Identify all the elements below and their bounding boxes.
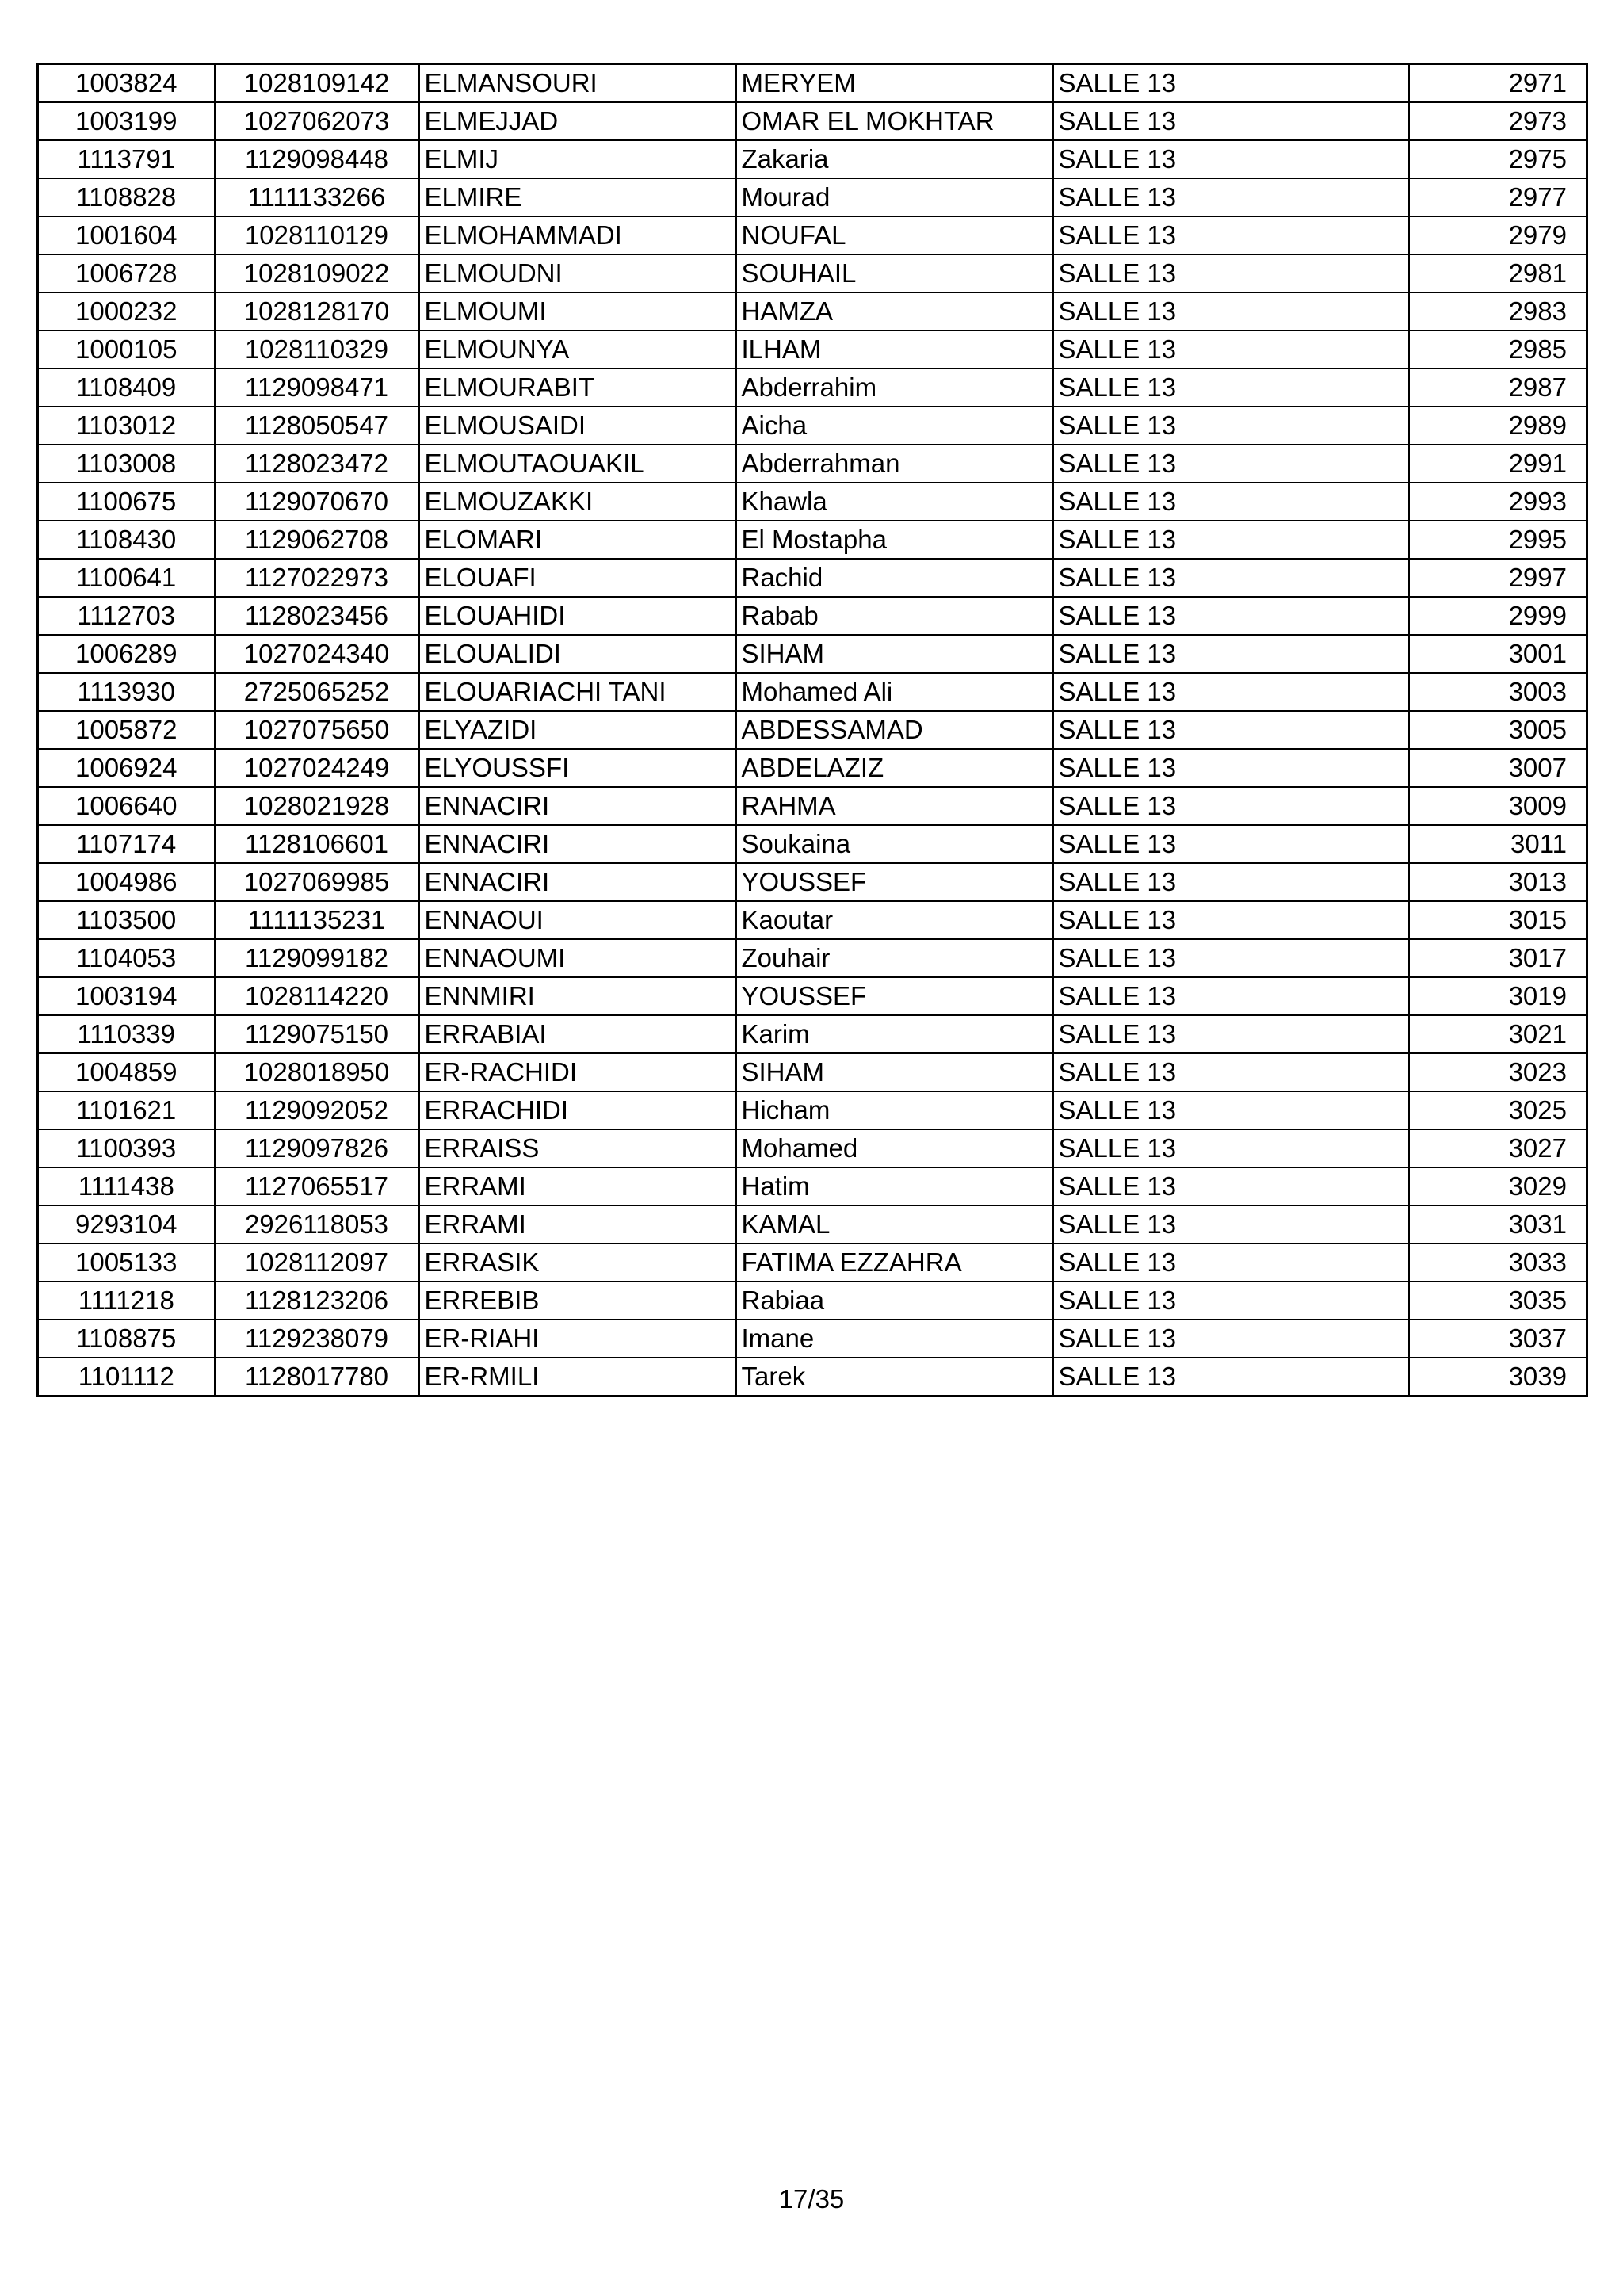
last-name-cell: ENNAOUMI xyxy=(419,939,736,977)
candidate-id-cell: 1111438 xyxy=(38,1167,215,1205)
candidate-id-cell: 1001604 xyxy=(38,216,215,254)
first-name-cell: Hatim xyxy=(736,1167,1053,1205)
last-name-cell: ELOUARIACHI TANI xyxy=(419,673,736,711)
table-row xyxy=(38,1091,1587,1129)
table-row xyxy=(38,1282,1587,1320)
first-name-cell: SIHAM xyxy=(736,1053,1053,1091)
last-name-cell: ER-RMILI xyxy=(419,1358,736,1396)
candidate-id-cell: 1006640 xyxy=(38,787,215,825)
seat-number-cell: 2995 xyxy=(1409,521,1587,559)
seat-number-cell: 3009 xyxy=(1409,787,1587,825)
room-cell: SALLE 13 xyxy=(1053,1320,1409,1358)
table-row xyxy=(38,445,1587,483)
table-row xyxy=(38,216,1587,254)
last-name-cell: ENNACIRI xyxy=(419,863,736,901)
room-cell: SALLE 13 xyxy=(1053,64,1409,103)
last-name-cell: ELMEJJAD xyxy=(419,102,736,140)
last-name-cell: ELOMARI xyxy=(419,521,736,559)
first-name-cell: Mohamed Ali xyxy=(736,673,1053,711)
candidate-id-cell: 1004986 xyxy=(38,863,215,901)
table-row xyxy=(38,787,1587,825)
first-name-cell: SIHAM xyxy=(736,635,1053,673)
seat-number-cell: 2979 xyxy=(1409,216,1587,254)
first-name-cell: Rachid xyxy=(736,559,1053,597)
room-cell: SALLE 13 xyxy=(1053,1167,1409,1205)
table-row xyxy=(38,1129,1587,1167)
room-cell: SALLE 13 xyxy=(1053,1358,1409,1396)
seat-number-cell: 3023 xyxy=(1409,1053,1587,1091)
room-cell: SALLE 13 xyxy=(1053,901,1409,939)
room-cell: SALLE 13 xyxy=(1053,635,1409,673)
last-name-cell: ELYAZIDI xyxy=(419,711,736,749)
table-row xyxy=(38,407,1587,445)
seat-number-cell: 2981 xyxy=(1409,254,1587,292)
table-row xyxy=(38,330,1587,369)
candidate-id-cell: 1006289 xyxy=(38,635,215,673)
last-name-cell: ELOUAFI xyxy=(419,559,736,597)
first-name-cell: Rabab xyxy=(736,597,1053,635)
room-cell: SALLE 13 xyxy=(1053,521,1409,559)
room-cell: SALLE 13 xyxy=(1053,559,1409,597)
candidate-code-cell: 1129097826 xyxy=(215,1129,419,1167)
candidate-id-cell: 1101112 xyxy=(38,1358,215,1396)
first-name-cell: SOUHAIL xyxy=(736,254,1053,292)
candidate-code-cell: 1128023456 xyxy=(215,597,419,635)
table-row xyxy=(38,749,1587,787)
candidate-code-cell: 1028112097 xyxy=(215,1244,419,1282)
last-name-cell: ENNMIRI xyxy=(419,977,736,1015)
table-row xyxy=(38,1053,1587,1091)
seat-number-cell: 3033 xyxy=(1409,1244,1587,1282)
first-name-cell: MERYEM xyxy=(736,64,1053,103)
candidate-code-cell: 1028110129 xyxy=(215,216,419,254)
candidate-code-cell: 1129098471 xyxy=(215,369,419,407)
room-cell: SALLE 13 xyxy=(1053,1091,1409,1129)
room-cell: SALLE 13 xyxy=(1053,216,1409,254)
seat-number-cell: 3019 xyxy=(1409,977,1587,1015)
first-name-cell: OMAR EL MOKHTAR xyxy=(736,102,1053,140)
seat-number-cell: 2997 xyxy=(1409,559,1587,597)
last-name-cell: ER-RACHIDI xyxy=(419,1053,736,1091)
room-cell: SALLE 13 xyxy=(1053,977,1409,1015)
seat-number-cell: 2991 xyxy=(1409,445,1587,483)
seat-number-cell: 2989 xyxy=(1409,407,1587,445)
last-name-cell: ELMOURABIT xyxy=(419,369,736,407)
last-name-cell: ERRASIK xyxy=(419,1244,736,1282)
table-row xyxy=(38,635,1587,673)
room-cell: SALLE 13 xyxy=(1053,140,1409,178)
table-row xyxy=(38,597,1587,635)
seat-number-cell: 3035 xyxy=(1409,1282,1587,1320)
candidate-id-cell: 1113930 xyxy=(38,673,215,711)
seat-number-cell: 3025 xyxy=(1409,1091,1587,1129)
seat-number-cell: 2985 xyxy=(1409,330,1587,369)
candidate-code-cell: 1129238079 xyxy=(215,1320,419,1358)
candidate-id-cell: 1108409 xyxy=(38,369,215,407)
candidate-code-cell: 1129075150 xyxy=(215,1015,419,1053)
candidate-code-cell: 2926118053 xyxy=(215,1205,419,1244)
first-name-cell: Karim xyxy=(736,1015,1053,1053)
last-name-cell: ELMOHAMMADI xyxy=(419,216,736,254)
candidate-code-cell: 1129062708 xyxy=(215,521,419,559)
candidate-code-cell: 1027024340 xyxy=(215,635,419,673)
first-name-cell: FATIMA EZZAHRA xyxy=(736,1244,1053,1282)
candidate-code-cell: 1129099182 xyxy=(215,939,419,977)
seat-number-cell: 3021 xyxy=(1409,1015,1587,1053)
room-cell: SALLE 13 xyxy=(1053,1053,1409,1091)
candidate-code-cell: 1128050547 xyxy=(215,407,419,445)
seat-number-cell: 3015 xyxy=(1409,901,1587,939)
last-name-cell: ENNAOUI xyxy=(419,901,736,939)
room-cell: SALLE 13 xyxy=(1053,597,1409,635)
first-name-cell: Zouhair xyxy=(736,939,1053,977)
room-cell: SALLE 13 xyxy=(1053,825,1409,863)
candidate-id-cell: 1003199 xyxy=(38,102,215,140)
seat-number-cell: 3007 xyxy=(1409,749,1587,787)
last-name-cell: ELYOUSSFI xyxy=(419,749,736,787)
first-name-cell: Soukaina xyxy=(736,825,1053,863)
candidate-id-cell: 9293104 xyxy=(38,1205,215,1244)
seat-number-cell: 2999 xyxy=(1409,597,1587,635)
candidate-id-cell: 1005133 xyxy=(38,1244,215,1282)
candidate-id-cell: 1101621 xyxy=(38,1091,215,1129)
last-name-cell: ELMANSOURI xyxy=(419,64,736,103)
candidate-code-cell: 1127065517 xyxy=(215,1167,419,1205)
room-cell: SALLE 13 xyxy=(1053,1205,1409,1244)
candidate-code-cell: 1128017780 xyxy=(215,1358,419,1396)
last-name-cell: ERREBIB xyxy=(419,1282,736,1320)
seat-number-cell: 3037 xyxy=(1409,1320,1587,1358)
first-name-cell: ILHAM xyxy=(736,330,1053,369)
candidate-code-cell: 1028114220 xyxy=(215,977,419,1015)
last-name-cell: ERRAMI xyxy=(419,1205,736,1244)
seat-number-cell: 2975 xyxy=(1409,140,1587,178)
room-cell: SALLE 13 xyxy=(1053,1244,1409,1282)
table-row xyxy=(38,825,1587,863)
candidate-code-cell: 1028018950 xyxy=(215,1053,419,1091)
candidate-id-cell: 1103012 xyxy=(38,407,215,445)
seat-number-cell: 3005 xyxy=(1409,711,1587,749)
candidate-code-cell: 1129092052 xyxy=(215,1091,419,1129)
last-name-cell: ELMOUNYA xyxy=(419,330,736,369)
seat-number-cell: 3003 xyxy=(1409,673,1587,711)
candidate-id-cell: 1103500 xyxy=(38,901,215,939)
seat-number-cell: 3017 xyxy=(1409,939,1587,977)
first-name-cell: Aicha xyxy=(736,407,1053,445)
candidate-code-cell: 1028110329 xyxy=(215,330,419,369)
table-row xyxy=(38,1358,1587,1396)
seat-number-cell: 3039 xyxy=(1409,1358,1587,1396)
candidate-id-cell: 1113791 xyxy=(38,140,215,178)
last-name-cell: ELMOUTAOUAKIL xyxy=(419,445,736,483)
seat-number-cell: 3029 xyxy=(1409,1167,1587,1205)
seat-number-cell: 3027 xyxy=(1409,1129,1587,1167)
room-cell: SALLE 13 xyxy=(1053,445,1409,483)
candidate-id-cell: 1110339 xyxy=(38,1015,215,1053)
candidate-table xyxy=(36,63,1588,1397)
first-name-cell: YOUSSEF xyxy=(736,863,1053,901)
first-name-cell: ABDELAZIZ xyxy=(736,749,1053,787)
table-row xyxy=(38,254,1587,292)
room-cell: SALLE 13 xyxy=(1053,1282,1409,1320)
table-row xyxy=(38,711,1587,749)
first-name-cell: Hicham xyxy=(736,1091,1053,1129)
seat-number-cell: 2987 xyxy=(1409,369,1587,407)
candidate-id-cell: 1112703 xyxy=(38,597,215,635)
first-name-cell: Mourad xyxy=(736,178,1053,216)
table-row xyxy=(38,863,1587,901)
candidate-id-cell: 1107174 xyxy=(38,825,215,863)
table-body xyxy=(38,64,1587,1396)
table-row xyxy=(38,64,1587,103)
last-name-cell: ELOUALIDI xyxy=(419,635,736,673)
table-row xyxy=(38,521,1587,559)
table-row xyxy=(38,1167,1587,1205)
last-name-cell: ELMIJ xyxy=(419,140,736,178)
candidate-code-cell: 1027069985 xyxy=(215,863,419,901)
candidate-code-cell: 1028021928 xyxy=(215,787,419,825)
table-row xyxy=(38,292,1587,330)
candidate-code-cell: 2725065252 xyxy=(215,673,419,711)
first-name-cell: KAMAL xyxy=(736,1205,1053,1244)
table-row xyxy=(38,1244,1587,1282)
room-cell: SALLE 13 xyxy=(1053,178,1409,216)
table-row xyxy=(38,369,1587,407)
candidate-code-cell: 1128106601 xyxy=(215,825,419,863)
room-cell: SALLE 13 xyxy=(1053,863,1409,901)
table-row xyxy=(38,1015,1587,1053)
seat-number-cell: 3001 xyxy=(1409,635,1587,673)
candidate-id-cell: 1003824 xyxy=(38,64,215,103)
first-name-cell: HAMZA xyxy=(736,292,1053,330)
last-name-cell: ER-RIAHI xyxy=(419,1320,736,1358)
candidate-code-cell: 1111135231 xyxy=(215,901,419,939)
candidate-id-cell: 1100675 xyxy=(38,483,215,521)
room-cell: SALLE 13 xyxy=(1053,673,1409,711)
candidate-id-cell: 1004859 xyxy=(38,1053,215,1091)
seat-number-cell: 3013 xyxy=(1409,863,1587,901)
candidate-code-cell: 1027024249 xyxy=(215,749,419,787)
candidate-id-cell: 1006728 xyxy=(38,254,215,292)
candidate-id-cell: 1006924 xyxy=(38,749,215,787)
candidate-code-cell: 1127022973 xyxy=(215,559,419,597)
last-name-cell: ERRAISS xyxy=(419,1129,736,1167)
candidate-id-cell: 1003194 xyxy=(38,977,215,1015)
candidate-id-cell: 1005872 xyxy=(38,711,215,749)
candidate-code-cell: 1111133266 xyxy=(215,178,419,216)
candidate-code-cell: 1129098448 xyxy=(215,140,419,178)
first-name-cell: El Mostapha xyxy=(736,521,1053,559)
candidate-id-cell: 1000105 xyxy=(38,330,215,369)
room-cell: SALLE 13 xyxy=(1053,254,1409,292)
room-cell: SALLE 13 xyxy=(1053,711,1409,749)
seat-number-cell: 2971 xyxy=(1409,64,1587,103)
first-name-cell: Rabiaa xyxy=(736,1282,1053,1320)
page-number: 17/35 xyxy=(778,2184,845,2214)
first-name-cell: Imane xyxy=(736,1320,1053,1358)
last-name-cell: ELOUAHIDI xyxy=(419,597,736,635)
table-row xyxy=(38,977,1587,1015)
candidate-id-cell: 1108875 xyxy=(38,1320,215,1358)
seat-number-cell: 3011 xyxy=(1409,825,1587,863)
last-name-cell: ELMOUZAKKI xyxy=(419,483,736,521)
candidate-id-cell: 1103008 xyxy=(38,445,215,483)
table-row xyxy=(38,483,1587,521)
candidate-code-cell: 1027075650 xyxy=(215,711,419,749)
candidate-id-cell: 1100641 xyxy=(38,559,215,597)
room-cell: SALLE 13 xyxy=(1053,102,1409,140)
candidate-code-cell: 1028109142 xyxy=(215,64,419,103)
first-name-cell: YOUSSEF xyxy=(736,977,1053,1015)
table-row xyxy=(38,559,1587,597)
table-row xyxy=(38,673,1587,711)
table-row xyxy=(38,939,1587,977)
last-name-cell: ERRABIAI xyxy=(419,1015,736,1053)
first-name-cell: ABDESSAMAD xyxy=(736,711,1053,749)
last-name-cell: ELMOUDNI xyxy=(419,254,736,292)
first-name-cell: Abderrahman xyxy=(736,445,1053,483)
room-cell: SALLE 13 xyxy=(1053,787,1409,825)
last-name-cell: ELMOUMI xyxy=(419,292,736,330)
room-cell: SALLE 13 xyxy=(1053,292,1409,330)
room-cell: SALLE 13 xyxy=(1053,1129,1409,1167)
candidate-code-cell: 1129070670 xyxy=(215,483,419,521)
seat-number-cell: 2973 xyxy=(1409,102,1587,140)
last-name-cell: ENNACIRI xyxy=(419,825,736,863)
candidate-id-cell: 1111218 xyxy=(38,1282,215,1320)
room-cell: SALLE 13 xyxy=(1053,483,1409,521)
candidate-id-cell: 1108430 xyxy=(38,521,215,559)
table-row xyxy=(38,901,1587,939)
first-name-cell: Zakaria xyxy=(736,140,1053,178)
room-cell: SALLE 13 xyxy=(1053,369,1409,407)
candidate-id-cell: 1100393 xyxy=(38,1129,215,1167)
table-row xyxy=(38,1320,1587,1358)
last-name-cell: ERRAMI xyxy=(419,1167,736,1205)
candidate-code-cell: 1027062073 xyxy=(215,102,419,140)
table-row xyxy=(38,140,1587,178)
first-name-cell: Khawla xyxy=(736,483,1053,521)
candidate-id-cell: 1000232 xyxy=(38,292,215,330)
first-name-cell: NOUFAL xyxy=(736,216,1053,254)
room-cell: SALLE 13 xyxy=(1053,1015,1409,1053)
room-cell: SALLE 13 xyxy=(1053,407,1409,445)
seat-number-cell: 2977 xyxy=(1409,178,1587,216)
candidate-code-cell: 1128123206 xyxy=(215,1282,419,1320)
first-name-cell: RAHMA xyxy=(736,787,1053,825)
last-name-cell: ELMOUSAIDI xyxy=(419,407,736,445)
first-name-cell: Kaoutar xyxy=(736,901,1053,939)
table-row xyxy=(38,1205,1587,1244)
room-cell: SALLE 13 xyxy=(1053,330,1409,369)
room-cell: SALLE 13 xyxy=(1053,939,1409,977)
first-name-cell: Abderrahim xyxy=(736,369,1053,407)
candidate-id-cell: 1108828 xyxy=(38,178,215,216)
last-name-cell: ELMIRE xyxy=(419,178,736,216)
candidate-code-cell: 1128023472 xyxy=(215,445,419,483)
table-row xyxy=(38,178,1587,216)
candidate-id-cell: 1104053 xyxy=(38,939,215,977)
seat-number-cell: 3031 xyxy=(1409,1205,1587,1244)
first-name-cell: Tarek xyxy=(736,1358,1053,1396)
last-name-cell: ERRACHIDI xyxy=(419,1091,736,1129)
room-cell: SALLE 13 xyxy=(1053,749,1409,787)
last-name-cell: ENNACIRI xyxy=(419,787,736,825)
seat-number-cell: 2993 xyxy=(1409,483,1587,521)
first-name-cell: Mohamed xyxy=(736,1129,1053,1167)
candidate-code-cell: 1028109022 xyxy=(215,254,419,292)
candidate-code-cell: 1028128170 xyxy=(215,292,419,330)
seat-number-cell: 2983 xyxy=(1409,292,1587,330)
table-row xyxy=(38,102,1587,140)
